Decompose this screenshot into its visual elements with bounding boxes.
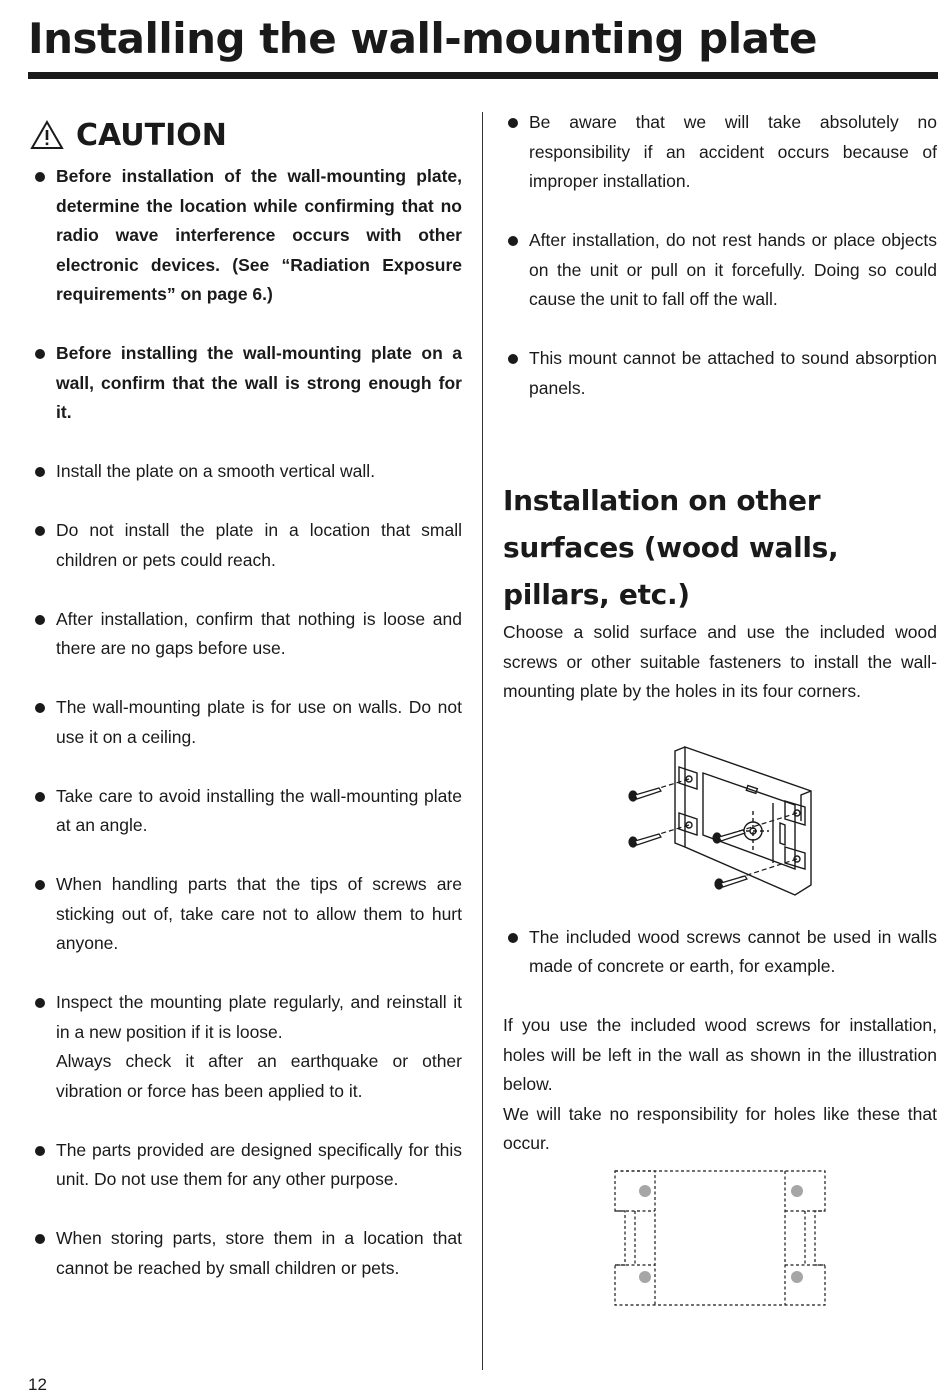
responsibility-paragraph: We will take no responsibility for holes like these that occur.	[503, 1103, 937, 1153]
bullet-icon	[35, 172, 45, 182]
left-column	[30, 112, 462, 1313]
column-divider	[482, 112, 483, 1370]
holes-paragraph: If you use the included wood screws for installation, holes will be left in the wall as shown in the illustration below.	[503, 1015, 937, 1094]
caution-label: CAUTION	[76, 117, 227, 153]
bullet-icon	[35, 467, 45, 477]
title-rule	[28, 72, 938, 79]
bullet-icon	[508, 933, 518, 943]
list-item: When storing parts, store them in a location that cannot be reached by small children or pets.	[30, 1224, 462, 1283]
holes-illustration	[613, 1169, 827, 1309]
bullet-icon	[35, 615, 45, 625]
bullet-icon	[508, 354, 518, 364]
bullet-icon	[35, 526, 45, 536]
bullet-icon	[35, 880, 45, 890]
section-heading: Installation on other surfaces (wood walls, pillars, etc.)	[503, 484, 839, 611]
list-item: Inspect the mounting plate regularly, and reinstall it in a new position if it is loose. Always check it after an earthquake or other vibration or force has been applied to it.	[30, 988, 462, 1106]
bullet-icon	[35, 1146, 45, 1156]
bullet-icon	[35, 703, 45, 713]
page-number: 12	[28, 1375, 47, 1394]
bullet-icon	[508, 118, 518, 128]
right-column	[503, 108, 937, 1309]
list-item: Take care to avoid installing the wall-mounting plate at an angle.	[30, 782, 462, 841]
bullet-icon	[35, 1234, 45, 1244]
list-item: When handling parts that the tips of screws are sticking out of, take care not to allow them to hurt anyone.	[30, 870, 462, 959]
page-title: Installing the wall-mounting plate	[28, 14, 818, 63]
list-item: After installation, confirm that nothing is loose and there are no gaps before use.	[30, 605, 462, 664]
list-item: Be aware that we will take absolutely no responsibility if an accident occurs because of improper installation.	[503, 108, 937, 197]
list-item: Do not install the plate in a location that small children or pets could reach.	[30, 516, 462, 575]
list-item: Before installing the wall-mounting plate on a wall, confirm that the wall is strong enough for it.	[30, 339, 462, 428]
list-item: The included wood screws cannot be used in walls made of concrete or earth, for example.	[503, 923, 937, 982]
caution-heading	[30, 112, 462, 158]
list-item: Install the plate on a smooth vertical wall.	[30, 457, 462, 487]
intro-paragraph: Choose a solid surface and use the included wood screws or other suitable fasteners to install the wall-mounting plate by the holes in its four corners.	[503, 622, 937, 701]
list-item: Before installation of the wall-mounting plate, determine the location while confirming that no radio wave interference occurs with other electronic devices. (See “Radiation Exposure requirements” on page 6.)	[30, 162, 462, 310]
bullet-icon	[35, 349, 45, 359]
list-item: The wall-mounting plate is for use on walls. Do not use it on a ceiling.	[30, 693, 462, 752]
list-item: The parts provided are designed specifically for this unit. Do not use them for any other purpose.	[30, 1136, 462, 1195]
list-item: After installation, do not rest hands or place objects on the unit or pull on it forcefully. Doing so could cause the unit to fall off the wall.	[503, 226, 937, 315]
bullet-icon	[508, 236, 518, 246]
list-item: This mount cannot be attached to sound absorption panels.	[503, 344, 937, 403]
plate-screws-illustration	[623, 743, 823, 909]
bullet-icon	[35, 792, 45, 802]
warning-triangle-icon	[30, 120, 64, 150]
bullet-icon	[35, 998, 45, 1008]
